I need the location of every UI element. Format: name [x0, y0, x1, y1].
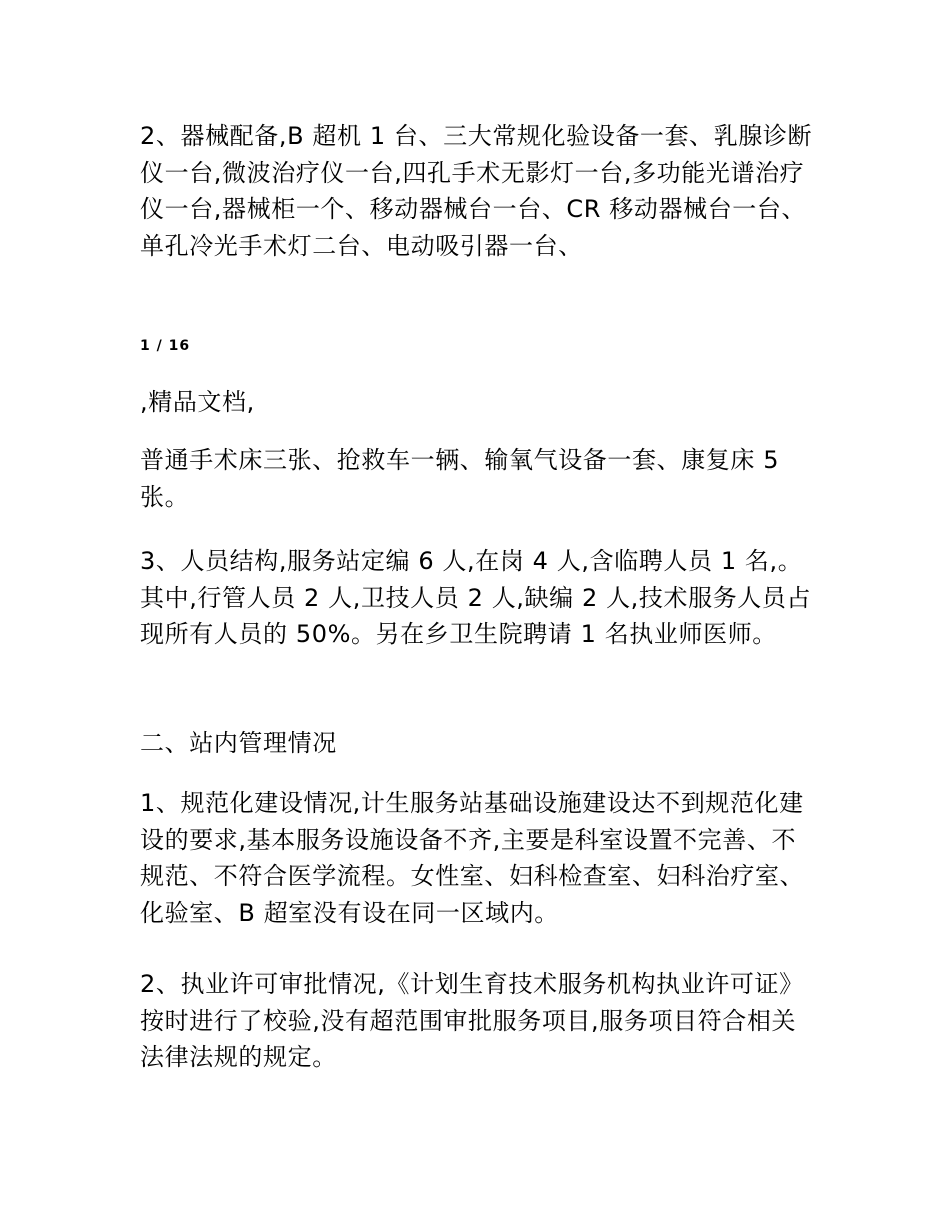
paragraph-equipment-continued: 普通手术床三张、抢救车一辆、输氧气设备一套、康复床 5 张。	[140, 446, 780, 511]
section-heading-management: 二、站内管理情况	[140, 729, 337, 757]
paragraph-equipment: 2、器械配备,B 超机 1 台、三大常规化验设备一套、乳腺诊断仪一台,微波治疗仪一台,四孔手术无影灯一台,多功能光谱治疗仪一台,器械柜一个、移动器械台一台、CR 移动器械台一台、单孔冷光手术灯二台、电动吸引器一台、	[140, 122, 813, 260]
page-number: 1 / 16	[140, 338, 191, 354]
paragraph-standardization: 1、规范化建设情况,计生服务站基础设施建设达不到规范化建设的要求,基本服务设施设备不齐,主要是科室设置不完善、不规范、不符合医学流程。女性室、妇科检查室、妇科治疗室、化验室、B 超室没有设在同一区域内。	[140, 789, 805, 927]
paragraph-licensing: 2、执业许可审批情况,《计划生育技术服务机构执业许可证》按时进行了校验,没有超范围审批服务项目,服务项目符合相关法律法规的规定。	[140, 970, 804, 1071]
paragraph-header-note: ,精品文档,	[140, 388, 255, 416]
paragraph-staffing: 3、人员结构,服务站定编 6 人,在岗 4 人,含临聘人员 1 名,。其中,行管人员 2 人,卫技人员 2 人,缺编 2 人,技术服务人员占现所有人员的 50%。另在乡卫生院聘请 1 名执业师医师。	[140, 547, 812, 648]
